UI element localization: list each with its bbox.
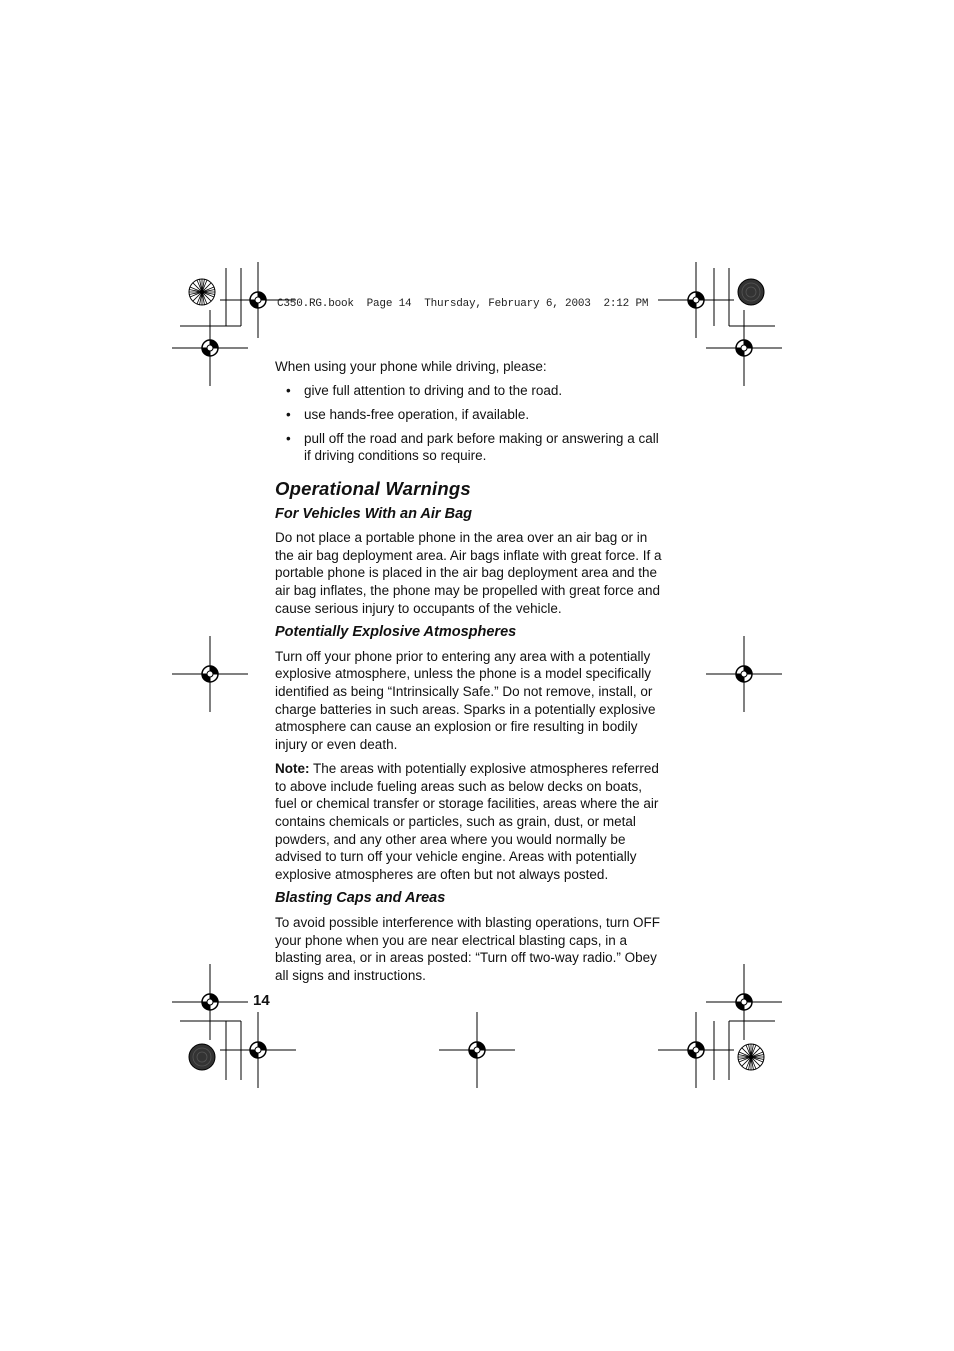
- registration-mark-icon: [439, 1012, 515, 1088]
- list-item-text: pull off the road and park before making or answering a call if driving conditions so require.: [304, 430, 659, 464]
- explosive-body: Turn off your phone prior to entering any area with a potentially explosive atmosphere, unless the phone is a model specifically identified as being “Intrinsically Safe.” Do not remove, install, or charge batteries in such areas. Sparks in a potentially explosive atmosphere can cause an explosion or fire resulting in bodily injury or even death.: [275, 648, 656, 752]
- page-content: [275, 358, 667, 991]
- subsection-title-explosive: Potentially Explosive Atmospheres: [275, 624, 517, 641]
- bullet-marker: •: [286, 406, 291, 422]
- registration-mark-icon: [706, 310, 782, 386]
- section-title: Operational Warnings: [275, 477, 471, 499]
- registration-mark-icon: [220, 1012, 296, 1088]
- registration-mark-icon: [706, 964, 782, 1040]
- list-item: [275, 382, 667, 400]
- note-label: Note:: [275, 761, 310, 777]
- subsection-title-air-bag: For Vehicles With an Air Bag: [275, 505, 472, 522]
- dark-disc-mark-icon: [189, 1044, 215, 1070]
- print-slug: C350.RG.book Page 14 Thursday, February 6, 2003 2:12 PM: [277, 298, 649, 310]
- explosive-note: [275, 760, 667, 883]
- list-item: [275, 430, 667, 465]
- registration-mark-icon: [172, 636, 248, 712]
- subsection-title-blasting: Blasting Caps and Areas: [275, 890, 446, 907]
- starburst-mark-icon: [189, 279, 215, 305]
- registration-mark-icon: [658, 1012, 734, 1088]
- list-item-text: use hands-free operation, if available.: [304, 406, 530, 422]
- registration-mark-icon: [172, 310, 248, 386]
- registration-mark-icon: [706, 636, 782, 712]
- note-text: The areas with potentially explosive atmospheres referred to above include fueling areas such as below decks on boats, fuel or chemical transfer or storage facilities, areas where the air contains chemicals or particles, such as grain, dust, or metal powders, and any other area where you would normally be advised to turn off your vehicle engine. Areas with potentially explosive atmospheres are often but not always posted.: [275, 761, 659, 882]
- registration-mark-icon: [172, 964, 248, 1040]
- bullet-marker: •: [286, 382, 291, 398]
- list-item-text: give full attention to driving and to the road.: [304, 382, 563, 398]
- air-bag-body: Do not place a portable phone in the area over an air bag or in the air bag deployment area. Air bags inflate with great force. If a portable phone is placed in the air bag deployment area and the air bag inflates, the phone may be propelled with great force and cause serious injury to occupants of the vehicle.: [275, 530, 662, 616]
- page-number: 14: [253, 992, 270, 1009]
- list-item: [275, 406, 667, 424]
- blasting-body: To avoid possible interference with blasting operations, turn OFF your phone when you are near electrical blasting caps, in a blasting area, or in areas posted: “Turn off two-way radio.” Obey all signs and instructions.: [275, 915, 660, 983]
- driving-tips-list: [275, 382, 667, 465]
- registration-mark-icon: [658, 262, 734, 338]
- starburst-mark-icon: [738, 1044, 764, 1070]
- dark-disc-mark-icon: [738, 279, 764, 305]
- intro-text: When using your phone while driving, please:: [275, 359, 547, 374]
- bullet-marker: •: [286, 430, 291, 446]
